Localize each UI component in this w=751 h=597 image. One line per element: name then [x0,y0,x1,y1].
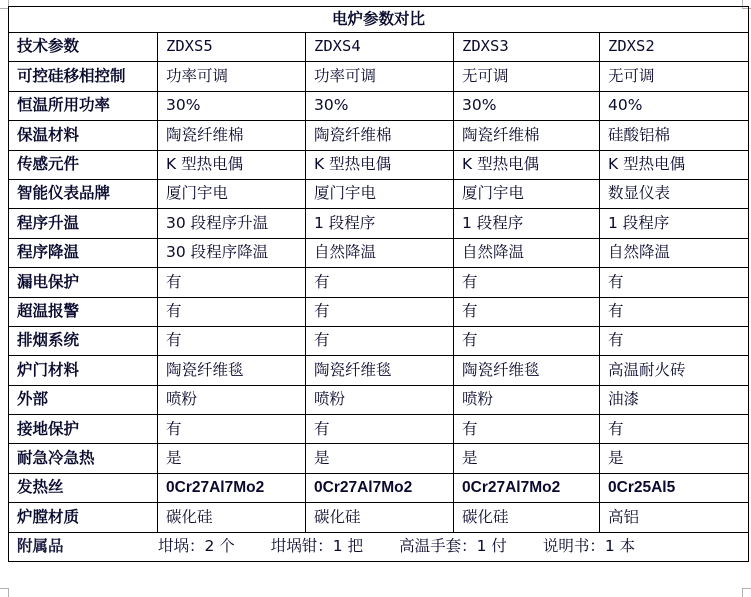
table-cell: 40% [600,91,749,120]
table-cell: 是 [306,444,454,473]
table-row [9,473,749,502]
table-cell: 30% [158,91,306,120]
table-cell: 有 [306,297,454,326]
accessory-item: 说明书：1 本 [542,537,636,556]
accessories-row [9,532,749,561]
row-label: 发热丝 [9,473,158,502]
table-cell: 陶瓷纤维棉 [306,121,454,150]
table-cell: 30 段程序升温 [158,209,306,238]
page-corner-mark [0,588,9,597]
table-cell: 高铝 [600,503,749,532]
table-row [9,385,749,414]
row-label: 保温材料 [9,121,158,150]
table-row [9,179,749,208]
table-row [9,297,749,326]
table-cell: K 型热电偶 [454,150,600,179]
table-cell: 无可调 [600,62,749,91]
table-cell: 有 [306,326,454,355]
table-cell: K 型热电偶 [158,150,306,179]
table-cell: 有 [454,326,600,355]
table-row [9,91,749,120]
table-cell: 厦门宇电 [158,179,306,208]
table-cell: 自然降温 [306,238,454,267]
table-cell: 有 [306,268,454,297]
model-header: ZDXS3 [454,33,600,62]
row-label: 外部 [9,385,158,414]
table-row [9,62,749,91]
accessory-item: 坩埚：2 个 [158,537,235,556]
table-row [9,238,749,267]
table-cell: 喷粉 [158,385,306,414]
table-cell: 功率可调 [306,62,454,91]
table-cell: 是 [158,444,306,473]
table-cell: 1 段程序 [454,209,600,238]
table-cell: K 型热电偶 [600,150,749,179]
table-cell: 有 [158,268,306,297]
table-cell: 0Cr27Al7Mo2 [306,473,454,502]
header-label: 技术参数 [9,33,158,62]
title-row [9,7,749,33]
table-cell: K 型热电偶 [306,150,454,179]
row-label: 可控硅移相控制 [9,62,158,91]
row-label: 排烟系统 [9,326,158,355]
table-cell: 有 [454,268,600,297]
table-cell: 有 [454,415,600,444]
table-cell: 是 [600,444,749,473]
model-header: ZDXS5 [158,33,306,62]
row-label: 超温报警 [9,297,158,326]
row-label: 耐急冷急热 [9,444,158,473]
table-cell: 有 [454,297,600,326]
accessory-item: 高温手套：1 付 [399,537,507,556]
table-row [9,268,749,297]
table-cell: 有 [600,326,749,355]
table-cell: 有 [158,297,306,326]
table-cell: 功率可调 [158,62,306,91]
table-cell: 1 段程序 [600,209,749,238]
table-cell: 30% [306,91,454,120]
table-cell: 有 [600,415,749,444]
row-label: 炉门材料 [9,356,158,385]
table-cell: 30% [454,91,600,120]
table-cell: 有 [600,268,749,297]
table-cell: 0Cr25Al5 [600,473,749,502]
table-cell: 无可调 [454,62,600,91]
model-header: ZDXS4 [306,33,454,62]
table-cell: 是 [454,444,600,473]
row-label: 智能仪表品牌 [9,179,158,208]
table-cell: 陶瓷纤维毯 [306,356,454,385]
accessories-label: 附属品 [17,537,64,556]
table-cell: 自然降温 [600,238,749,267]
row-label: 炉膛材质 [9,503,158,532]
table-cell: 油漆 [600,385,749,414]
table-cell: 厦门宇电 [454,179,600,208]
table-cell: 1 段程序 [306,209,454,238]
row-label: 漏电保护 [9,268,158,297]
comparison-table [8,6,749,562]
table-row [9,150,749,179]
table-cell: 陶瓷纤维毯 [454,356,600,385]
table-row [9,326,749,355]
table-cell: 碳化硅 [158,503,306,532]
table-cell: 碳化硅 [454,503,600,532]
accessory-item: 坩埚钳：1 把 [270,537,364,556]
table-row [9,503,749,532]
table-cell: 陶瓷纤维棉 [454,121,600,150]
table-cell: 喷粉 [306,385,454,414]
row-label: 传感元件 [9,150,158,179]
table-cell: 喷粉 [454,385,600,414]
table-cell: 陶瓷纤维毯 [158,356,306,385]
table-cell: 碳化硅 [306,503,454,532]
header-row [9,33,749,62]
table-row [9,356,749,385]
table-cell: 高温耐火砖 [600,356,749,385]
row-label: 恒温所用功率 [9,91,158,120]
table-cell: 0Cr27Al7Mo2 [158,473,306,502]
model-header: ZDXS2 [600,33,749,62]
table-cell: 有 [600,297,749,326]
table-row [9,444,749,473]
table-row [9,209,749,238]
page-corner-mark [742,588,751,597]
row-label: 程序降温 [9,238,158,267]
row-label: 程序升温 [9,209,158,238]
table-title: 电炉参数对比 [9,7,749,33]
table-cell: 陶瓷纤维棉 [158,121,306,150]
table-cell: 硅酸铝棉 [600,121,749,150]
table-body [9,62,749,532]
table-cell: 0Cr27Al7Mo2 [454,473,600,502]
accessories-cell [9,532,749,561]
row-label: 接地保护 [9,415,158,444]
table-cell: 有 [158,326,306,355]
table-cell: 厦门宇电 [306,179,454,208]
table-cell: 数显仪表 [600,179,749,208]
table-cell: 有 [306,415,454,444]
table-cell: 有 [158,415,306,444]
table-cell: 自然降温 [454,238,600,267]
table-cell: 30 段程序降温 [158,238,306,267]
table-row [9,121,749,150]
table-row [9,415,749,444]
